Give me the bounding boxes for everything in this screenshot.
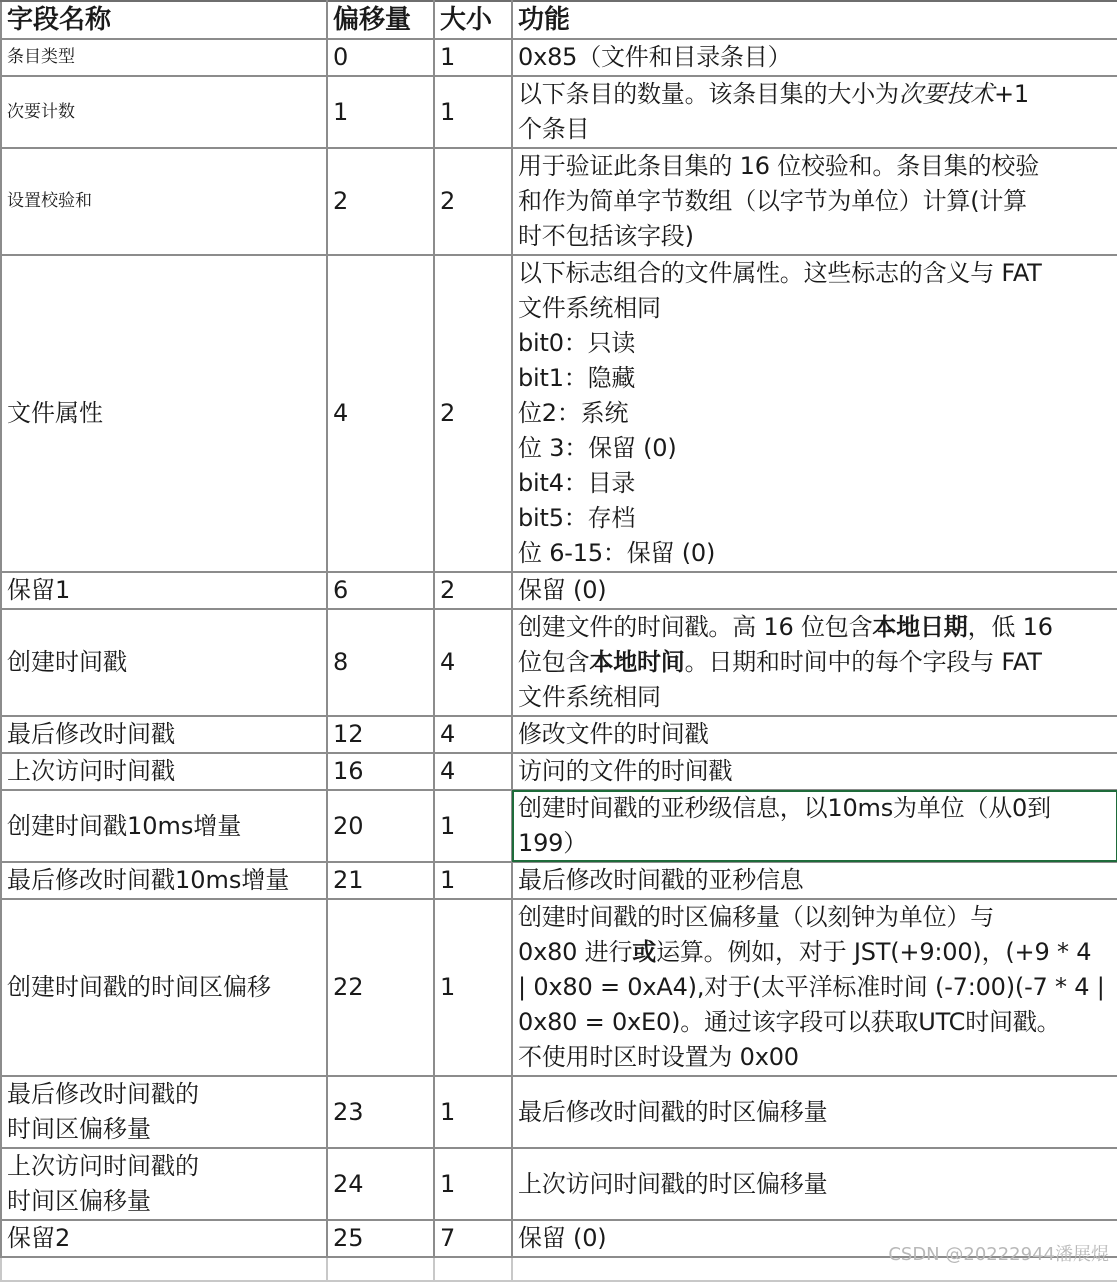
function-text-segment: 不使用时区时设置为 0x00 [518,1043,799,1071]
header-size[interactable]: 大小 [434,1,512,39]
function-cell[interactable] [512,255,1117,572]
size-cell[interactable]: 1 [434,1148,512,1220]
function-line [518,970,1112,1005]
function-text-segment: 0x80 = 0xE0)。通过该字段可以获取UTC时间戳。 [518,1008,1061,1036]
table-row [1,609,1117,716]
field-name-cell[interactable]: 上次访问时间戳 [1,753,327,790]
offset-cell[interactable]: 24 [327,1148,434,1220]
field-name-line: 最后修改时间戳的 [7,1080,199,1108]
function-line [518,680,1112,715]
function-line [518,77,1112,112]
size-cell[interactable]: 1 [434,790,512,862]
header-offset[interactable]: 偏移量 [327,1,434,39]
header-function[interactable]: 功能 [512,1,1117,39]
field-name-cell[interactable]: 设置校验和 [1,148,327,255]
function-text-segment: 运算。例如，对于 JST(+9:00)，(+9 * 4 [656,938,1092,966]
function-line: 保留 (0) [518,576,607,604]
function-cell[interactable] [512,39,1117,76]
table-row [1,862,1117,899]
function-text-segment: 次要技术 [898,80,995,108]
table-row [1,148,1117,255]
size-cell[interactable]: 4 [434,716,512,753]
size-cell[interactable]: 1 [434,39,512,76]
offset-cell[interactable]: 2 [327,148,434,255]
function-cell[interactable] [512,716,1117,753]
size-cell[interactable]: 2 [434,148,512,255]
field-name-cell[interactable]: 最后修改时间戳 [1,716,327,753]
field-name-cell[interactable]: 次要计数 [1,76,327,148]
table-row [1,76,1117,148]
table-row [1,790,1117,862]
table-row [1,1148,1117,1220]
offset-cell[interactable]: 8 [327,609,434,716]
table-row [1,255,1117,572]
function-text-segment: ，低 16 [967,613,1053,641]
header-row [1,1,1117,39]
function-line [518,1005,1112,1040]
function-text-segment: 0x80 进行 [518,938,633,966]
function-text-segment: 本地日期 [872,613,968,641]
function-line: 位 3：保留 (0) [518,434,677,462]
field-name-cell[interactable] [1,1148,327,1220]
function-text-segment: 文件系统相同 [518,683,661,711]
offset-cell[interactable]: 25 [327,1220,434,1257]
header-field-name[interactable]: 字段名称 [1,1,327,39]
table-row [1,753,1117,790]
function-text-segment: 创建文件的时间戳。高 16 位包含 [518,613,873,641]
function-line: 文件系统相同 [518,294,661,322]
size-cell[interactable]: 4 [434,753,512,790]
function-line: 保留 (0) [518,1224,607,1252]
field-name-cell[interactable]: 保留1 [1,572,327,609]
function-line: 位2：系统 [518,399,629,427]
function-cell[interactable] [512,1148,1117,1220]
size-cell[interactable]: 1 [434,862,512,899]
function-cell[interactable] [512,753,1117,790]
function-line: 199） [518,829,588,857]
offset-cell[interactable]: 16 [327,753,434,790]
function-line: 访问的文件的时间戳 [518,757,733,785]
offset-cell[interactable]: 23 [327,1076,434,1148]
offset-cell[interactable]: 4 [327,255,434,572]
function-text-segment: 位包含 [518,648,590,676]
function-line: 最后修改时间戳的时区偏移量 [518,1097,828,1126]
function-line: 0x85（文件和目录条目） [518,43,792,71]
function-line: 以下标志组合的文件属性。这些标志的含义与 FAT [518,259,1042,287]
function-text-segment: 本地时间 [589,648,685,676]
function-line: bit0：只读 [518,329,636,357]
function-cell[interactable] [512,609,1117,716]
empty-cell[interactable] [434,1257,512,1281]
size-cell[interactable]: 7 [434,1220,512,1257]
field-name-cell[interactable]: 最后修改时间戳10ms增量 [1,862,327,899]
field-name-cell[interactable]: 文件属性 [1,255,327,572]
function-line [518,935,1112,970]
watermark: CSDN @20222944潘展焜 [888,1244,1109,1265]
function-line: bit1：隐藏 [518,364,636,392]
field-name-line: 时间区偏移量 [7,1187,151,1215]
field-name-cell[interactable]: 创建时间戳 [1,609,327,716]
function-line: bit4：目录 [518,469,636,497]
size-cell[interactable]: 4 [434,609,512,716]
function-line [518,112,1112,147]
function-line [518,610,1112,645]
field-name-cell[interactable] [1,1076,327,1148]
size-cell[interactable]: 2 [434,572,512,609]
function-line: bit5：存档 [518,504,636,532]
function-text-segment: 。日期和时间中的每个字段与 FAT [684,648,1042,676]
function-cell[interactable] [512,790,1117,862]
size-cell[interactable]: 2 [434,255,512,572]
function-cell[interactable] [512,1076,1117,1148]
field-name-cell[interactable]: 创建时间戳的时间区偏移 [1,899,327,1076]
table-row [1,1076,1117,1148]
field-name-line: 上次访问时间戳的 [7,1152,199,1180]
function-line [518,900,1112,935]
field-name-cell[interactable]: 保留2 [1,1220,327,1257]
function-line: 位 6-15：保留 (0) [518,539,716,567]
function-line [518,645,1112,680]
function-text-segment: 以下条目的数量。该条目集的大小为 [518,80,899,108]
field-name-cell[interactable]: 条目类型 [1,39,327,76]
function-cell[interactable] [512,899,1117,1076]
offset-cell[interactable]: 12 [327,716,434,753]
function-line: 修改文件的时间戳 [518,720,709,748]
field-name-line: 时间区偏移量 [7,1115,151,1143]
size-cell[interactable]: 1 [434,76,512,148]
offset-cell[interactable]: 1 [327,76,434,148]
function-cell[interactable] [512,862,1117,899]
offset-cell[interactable]: 21 [327,862,434,899]
function-cell[interactable] [512,76,1117,148]
table-row [1,39,1117,76]
table-row [1,716,1117,753]
table-row [1,899,1117,1076]
table-row [1,572,1117,609]
function-text-segment: 创建时间戳的时区偏移量（以刻钟为单位）与 [518,903,994,931]
function-line: 时不包括该字段) [518,222,694,250]
function-text-segment: 或 [632,938,657,966]
size-cell[interactable]: 1 [434,899,512,1076]
size-cell[interactable]: 1 [434,1076,512,1148]
function-line [518,1040,1112,1075]
offset-cell[interactable]: 22 [327,899,434,1076]
function-cell[interactable] [512,572,1117,609]
function-text-segment: +1 [994,80,1029,108]
function-cell[interactable] [512,148,1117,255]
offset-cell[interactable]: 20 [327,790,434,862]
offset-cell[interactable]: 6 [327,572,434,609]
field-name-cell[interactable]: 创建时间戳10ms增量 [1,790,327,862]
function-line: 上次访问时间戳的时区偏移量 [518,1169,828,1198]
function-line: 创建时间戳的亚秒级信息，以10ms为单位（从0到 [518,794,1051,822]
function-line: 和作为简单字节数组（以字节为单位）计算(计算 [518,187,1027,215]
function-line: 用于验证此条目集的 16 位校验和。条目集的校验 [518,152,1039,180]
empty-cell[interactable] [1,1257,327,1281]
offset-cell[interactable]: 0 [327,39,434,76]
function-text-segment: 个条目 [518,115,590,143]
function-line: 最后修改时间戳的亚秒信息 [518,866,804,894]
empty-cell[interactable] [327,1257,434,1281]
function-text-segment: | 0x80 = 0xA4),对于(太平洋标准时间 (-7:00)(-7 * 4 | [518,973,1105,1001]
